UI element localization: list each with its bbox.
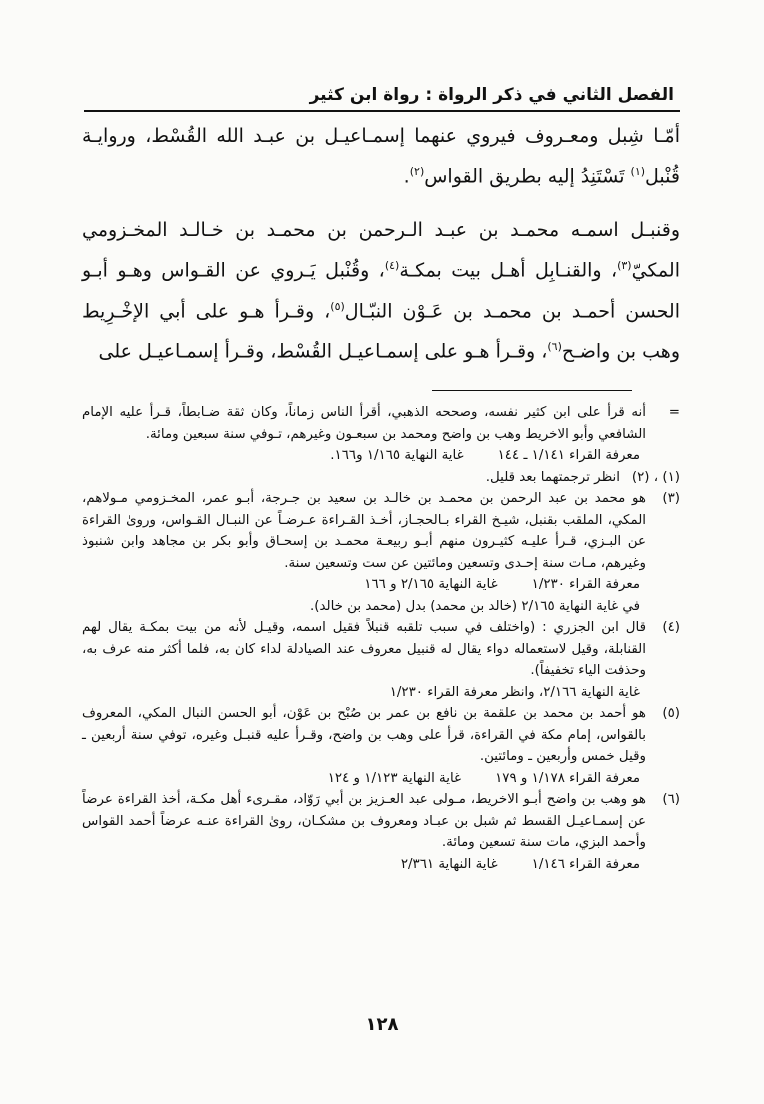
footnote-4: (٤) قال ابن الجزري : (واختلف في سبب تلقبه قنبلاً فقيل اسمه، وقيـل لأنه من بيت بمكـة يقال لهم القنابلة، وقيل لاستعماله دواء يقال له قنبيل معروف عند الصيادلة لداء كان به، فلما أكثر منه عرف به، وحذفت الياء تخفيفاً). <box>82 620 680 678</box>
footnote-6: (٦) هو وهب بن واضح أبـو الاخريط، مـولى عبد العـزيز بن أبي رَوّاد، مقـرىء أهل مكـة، أخذ القراءة عرضاً عن إسمـاعيـل القسط ثم شبل بن عبـاد ومعروف بن مشكـان، روىٰ القراءة عنـه عرضاً أحمد القواس وأحمد البزي، مات سنة تسعين ومائة. <box>82 792 680 850</box>
footnote-reference: معرفة القراء ١/١٤٦غاية النهاية ٢/٣٦١ <box>400 856 640 872</box>
footnote-ref-2[interactable]: (٢) <box>409 165 425 178</box>
footnote-ref-1[interactable]: (١) <box>630 165 646 178</box>
footnote-reference: معرفة القراء ١/١٧٨ و ١٧٩غاية النهاية ١/١٢٣ و ١٢٤ <box>327 770 640 786</box>
page-number: ١٢٨ <box>365 1014 399 1035</box>
main-text <box>82 118 680 369</box>
footnote-reference: معرفة القراء ١/١٤١ ـ ١٤٤غاية النهاية ١/١٦٥ و١٦٦. <box>330 448 640 463</box>
footnote-ref-5[interactable]: (٥) <box>330 299 345 313</box>
footnote-5: (٥) هو أحمد بن محمد بن علقمة بن نافع بن عمر بن صُبْح بن عَوْن، أبو الحسن النبال المكي، المعروف بالقواس، إمام مكة في القراءة، قرأ على وهب بن واضح، وقـرأ عليه قنبـل وغيره، توفي سنة أربعين ـ وقيل خمس وأربعين ـ ومائتين. <box>82 706 680 764</box>
footnote-separator <box>432 390 632 391</box>
footnotes <box>82 402 680 875</box>
paragraph-1: أمّـا شِبل ومعـروف فيروي عنهما إسمـاعيـل بن عبـد الله القُسْط، وروايـة قُنْبل$^{(١)}$ تَسْتَنِدُ إليه بطريق القواس$^{(٢)}$. <box>82 125 680 188</box>
footnote-ref-3[interactable]: (٣) <box>617 259 632 273</box>
paragraph-2: وقنبـل اسمـه محمـد بن عبـد الـرحمن بن محمـد بن خـالـد المخـزومي المكيّ$^{(٣)}$، والقنـابِل أهـل بيت بمكـة$^{(٤)}$، وقُنْبل يَـروي عن القـواس وهـو أبـو الحسن أحمـد بن محمـد بن عَـوْن النبّـال$^{(٥)}$، وقـرأ هـو على أبي الإخْـرِيط وهب بن واضـح$^{(٦)}$، وقـرأ هـو على إسمـاعيـل القُسْط، وقـرأ إسمـاعيـل على <box>82 219 680 363</box>
running-header: الفصل الثاني في ذكر الرواة : رواة ابن كثير <box>84 80 680 112</box>
footnote-3: (٣) هو محمد بن عبد الرحمن بن محمـد بن خالـد بن سعيد بن جـرجة، أبـو عمر، المخـزومي مـولاهم، المكي، الملقب بقنبل، شيـخ القراء بـالحجـاز، أخـذ القـراءة عـرضـاً عن النبـال القـواس، وروىٰ القراءة عن البـزي، قـرأ عليـه كثيـرون منهم أبـو ربيعـة محمـد بن إسحـاق وأبو بكر بن مجاهد وابن شنبوذ وغيرهم، مـات سنة إحـدى وتسعين ومائتين عن ست وتسعين سنة. <box>82 491 680 571</box>
footnote-reference: غاية النهاية ٢/١٦٦، وانظر معرفة القراء ١/٢٣٠ <box>389 684 640 700</box>
footnote-1-2: (١) ، (٢) انظر ترجمتهما بعد قليل. <box>485 469 680 485</box>
footnote-remark: في غاية النهاية ٢/١٦٥ (خالد بن محمد) بدل (محمد بن خالد). <box>310 598 640 614</box>
footnote-ref-6[interactable]: (٦) <box>547 339 562 353</box>
footnote-reference: معرفة القراء ١/٢٣٠غاية النهاية ٢/١٦٥ و ١٦٦ <box>364 577 640 592</box>
footnote-continued: = أنه قرأ على ابن كثير نفسه، وصححه الذهبي، أقرأ الناس زماناً، وكان ثقة ضـابطاً، قـرأ عليه الإمام الشافعي وأبو الاخريط وهب بن واضح ومحمد بن سبعـون وغيرهم، تـوفي سنة سبعين ومائة. <box>82 405 680 442</box>
footnote-ref-4[interactable]: (٤) <box>384 259 400 273</box>
